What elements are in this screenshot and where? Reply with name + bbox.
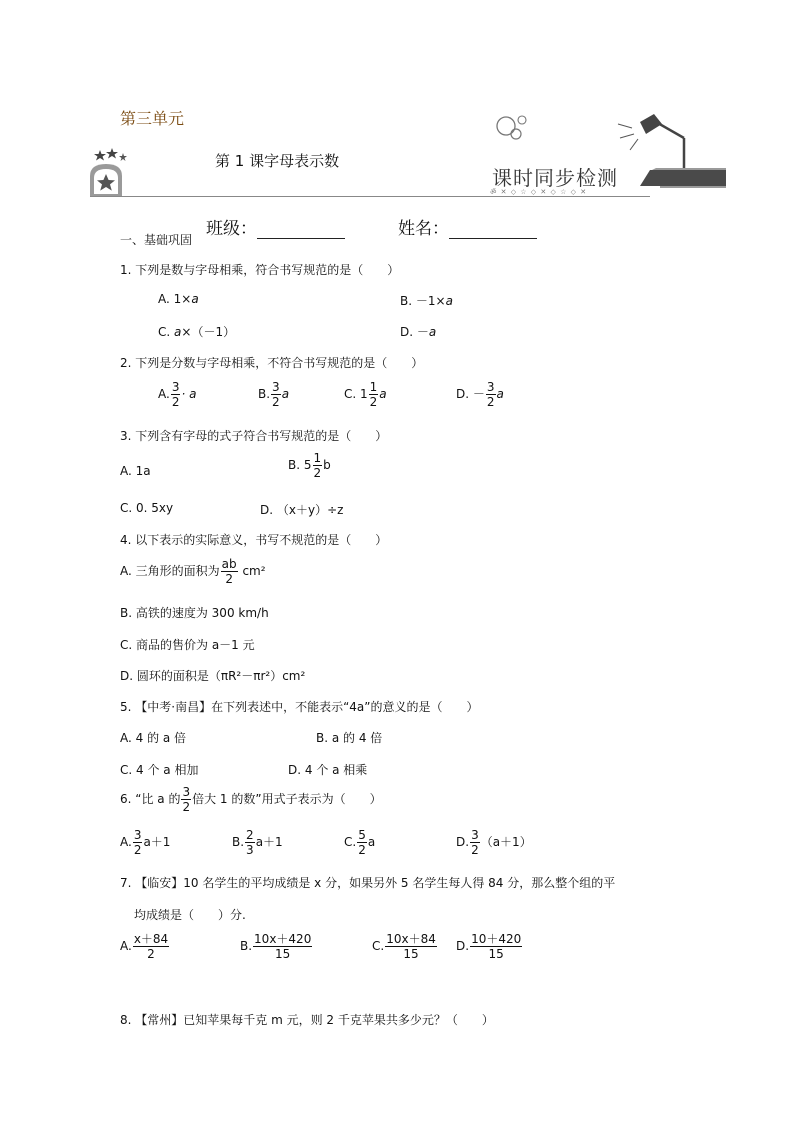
q1-option-a: A. 1×a [158,292,199,306]
q5-option-b: B. a 的 4 倍 [316,731,383,745]
q7-option-d: D. $\frac{10+420}{15}$ [456,932,522,961]
fraction: $\frac{1}{2}$ [369,380,378,409]
fraction: $\frac{ab}{2}$ [221,557,237,586]
q4-option-c: C. 商品的售价为 a－1 元 [120,638,255,652]
fraction: $\frac{10+420}{15}$ [471,932,522,961]
question-8: 8. 【常州】已知苹果每千克 m 元，则 2 千克苹果共多少元？（ ） [120,1013,494,1027]
q3-option-a: A. 1a [120,464,151,478]
q4-option-b: B. 高铁的速度为 300 km/h [120,606,269,620]
fraction: $\frac{2}{3}$ [246,828,254,857]
header-ornament: ॐ ✕ ◇ ☆ ◇ ✕ ◇ ☆ ◇ ✕ [490,188,588,196]
fraction: $\frac{x+84}{2}$ [133,932,169,961]
fraction: $\frac{3}{2}$ [471,828,479,857]
q4-option-a: A. 三角形的面积为 $\frac{ab}{2}$ cm² [120,557,266,586]
question-6: 6. “比 a 的 $\frac{3}{2}$ 倍大 1 的数”用式子表示为（ ） [120,785,382,814]
q3-option-b: B. 5 $\frac{1}{2}$ b [288,451,331,480]
q2-option-a: A. $\frac{3}{2}$ · a [158,380,197,409]
q1-option-d: D. －a [400,325,437,339]
q2-option-b: B. $\frac{3}{2}$ a [258,380,290,409]
q4-option-d: D. 圆环的面积是（πR²－πr²）cm² [120,669,306,683]
q7-option-c: C. $\frac{10x+84}{15}$ [372,932,436,961]
fraction: $\frac{10x+420}{15}$ [254,932,312,961]
star-badge-icon [86,148,136,200]
q7-option-b: B. $\frac{10x+420}{15}$ [240,932,312,961]
question-1: 1. 下列是数与字母相乘，符合书写规范的是（ ） [120,263,400,277]
class-field [206,214,345,239]
q6-option-b: B. $\frac{2}{3}$ a＋1 [232,828,283,857]
question-5: 5. 【中考·南昌】在下列表述中，不能表示“4a”的意义的是（ ） [120,700,479,714]
q5-option-a: A. 4 的 a 倍 [120,731,187,745]
q1-option-b: B. －1×a [400,294,453,308]
q1-option-c: C. a×（－1） [158,325,236,339]
section-title: 一、基础巩固 [120,233,193,247]
fraction: $\frac{3}{2}$ [486,380,495,409]
name-blank[interactable] [449,222,537,239]
q2-option-d: D. － $\frac{3}{2}$ a [456,380,504,409]
question-2: 2. 下列是分数与字母相乘，不符合书写规范的是（ ） [120,356,424,370]
class-label: 班级： [206,219,257,239]
q3-option-c: C. 0. 5xy [120,501,174,515]
lesson-title: 第 1 课字母表示数 [215,152,340,170]
fraction: $\frac{1}{2}$ [313,451,322,480]
name-field [398,214,537,239]
banner-title: 课时同步检测 [492,166,618,190]
question-7-line-1: 7. 【临安】10 名学生的平均成绩是 x 分，如果另外 5 名学生每人得 84 分，那么整个组的平 [120,876,616,890]
fraction: $\frac{3}{2}$ [272,380,280,409]
q5-option-c: C. 4 个 a 相加 [120,763,199,777]
question-7-line-2: 均成绩是（ ）分. [134,908,246,922]
fraction: $\frac{3}{2}$ [171,380,180,409]
fraction: $\frac{3}{2}$ [182,785,191,814]
q6-option-a: A. $\frac{3}{2}$ a＋1 [120,828,171,857]
q6-option-c: C. $\frac{5}{2}$ a [344,828,376,857]
q5-option-d: D. 4 个 a 相乘 [288,763,368,777]
question-4: 4. 以下表示的实际意义，书写不规范的是（ ） [120,533,388,547]
fraction: $\frac{3}{2}$ [133,828,142,857]
name-label: 姓名： [398,219,449,239]
class-blank[interactable] [257,222,345,239]
q7-option-a: A. $\frac{x+84}{2}$ [120,932,169,961]
fraction: $\frac{5}{2}$ [358,828,366,857]
unit-title: 第三单元 [120,109,185,128]
q6-option-d: D. $\frac{3}{2}$ （a＋1） [456,828,532,857]
q3-option-d: D. （x＋y）÷z [260,503,344,517]
question-3: 3. 下列含有字母的式子符合书写规范的是（ ） [120,429,388,443]
q2-option-c: C. 1 $\frac{1}{2}$ a [344,380,387,409]
fraction: $\frac{10x+84}{15}$ [386,932,436,961]
